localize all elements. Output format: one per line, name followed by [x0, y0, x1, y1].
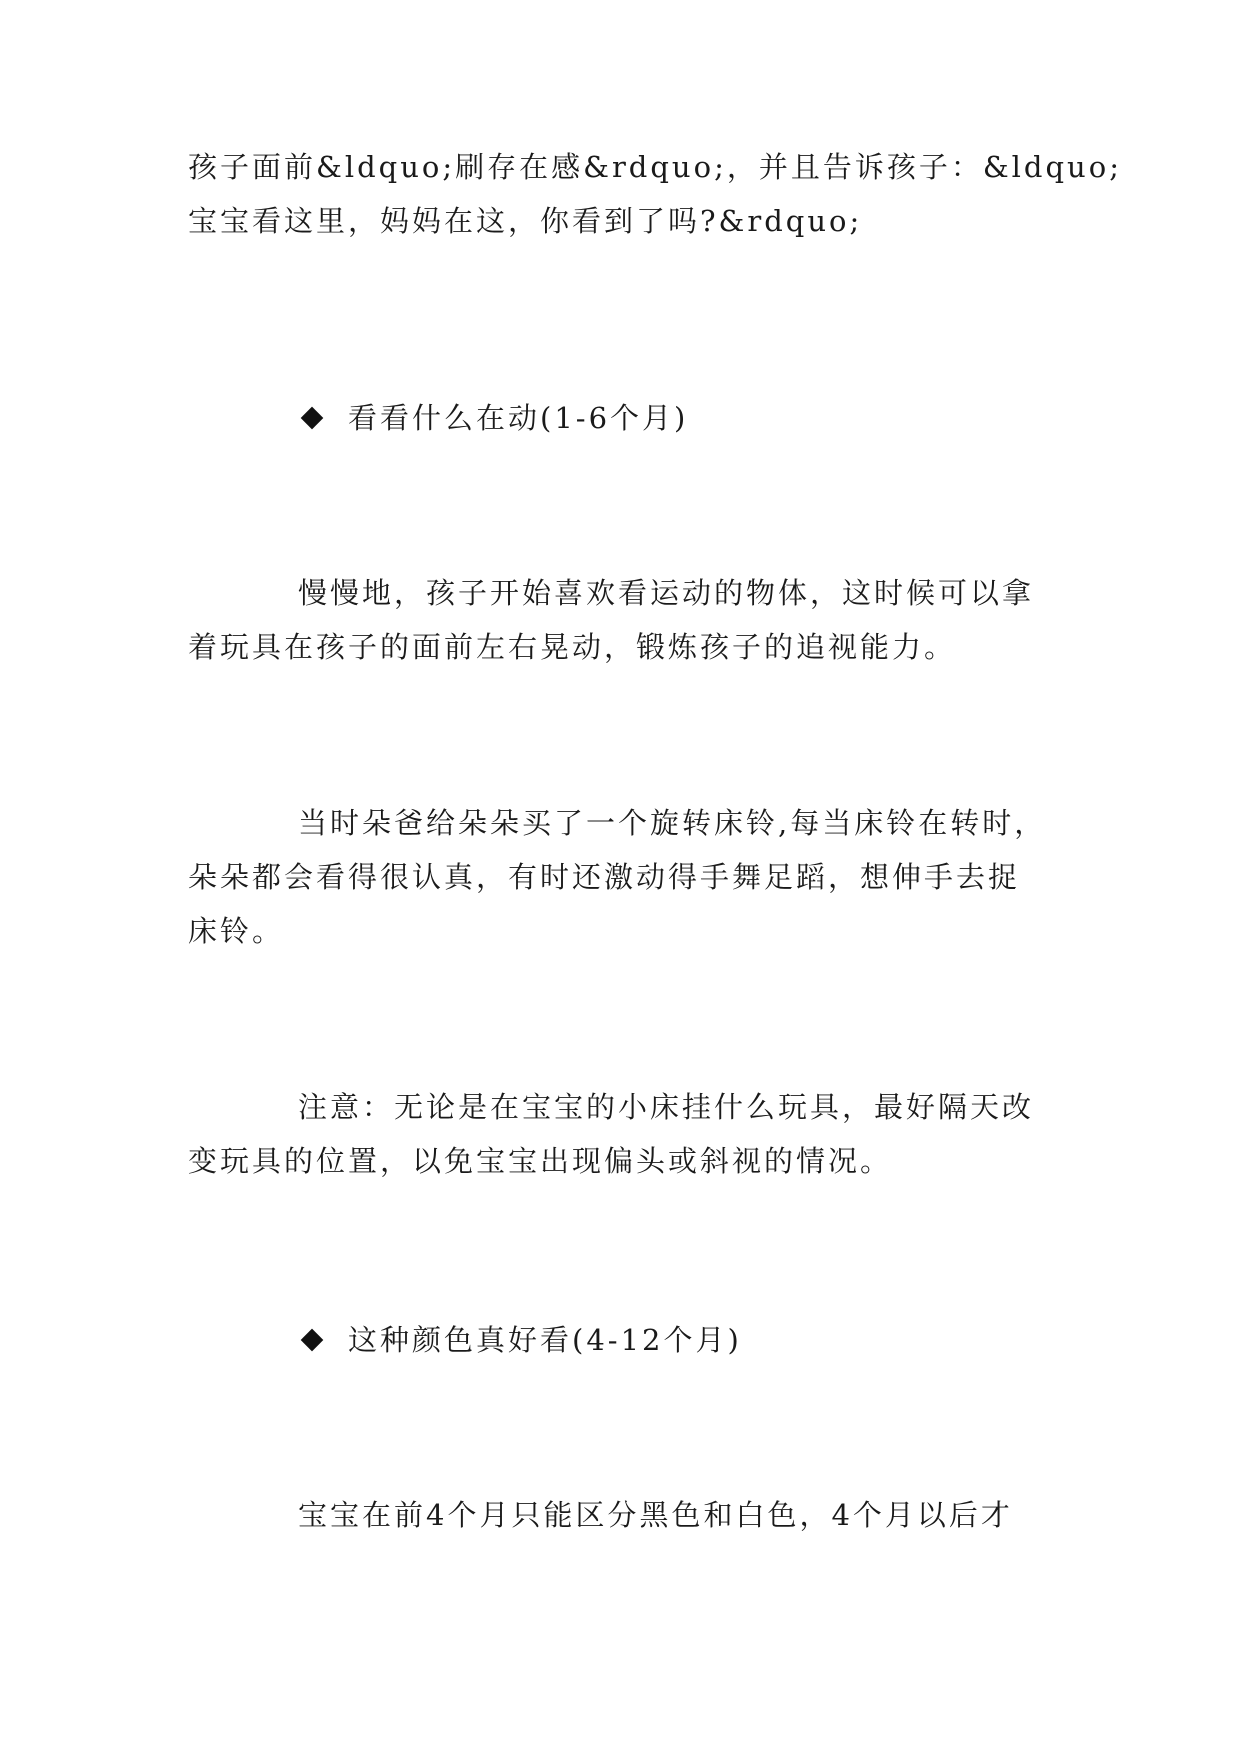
- paragraph-4: [188, 1080, 1058, 1188]
- paragraph-2: [188, 566, 1058, 674]
- paragraph-line: 床铃。: [188, 914, 285, 948]
- paragraph-line: 朵朵都会看得很认真，有时还激动得手舞足蹈，想伸手去捉: [188, 860, 1021, 894]
- paragraph-line: 孩子面前&ldquo;刷存在感&rdquo;，并且告诉孩子：&ldquo;: [188, 150, 1122, 184]
- section-heading-2: [300, 1320, 742, 1360]
- paragraph-line: 变玩具的位置，以免宝宝出现偏头或斜视的情况。: [188, 1144, 893, 1178]
- section-heading-text: 看看什么在动(1-6个月): [348, 401, 689, 435]
- section-heading-1: [300, 398, 688, 438]
- paragraph-line: 宝宝看这里，妈妈在这，你看到了吗?&rdquo;: [188, 204, 863, 238]
- paragraph-5: [188, 1488, 1058, 1542]
- diamond-bullet-icon: [301, 407, 324, 430]
- paragraph-1: [188, 140, 1122, 248]
- paragraph-3: [188, 796, 1058, 958]
- section-heading-text: 这种颜色真好看(4-12个月): [348, 1323, 742, 1357]
- diamond-bullet-icon: [301, 1329, 324, 1352]
- paragraph-line: 当时朵爸给朵朵买了一个旋转床铃,每当床铃在转时，: [298, 806, 1047, 840]
- paragraph-line: 注意：无论是在宝宝的小床挂什么玩具，最好隔天改: [298, 1090, 1035, 1124]
- paragraph-line: 宝宝在前4个月只能区分黑色和白色，4个月以后才: [298, 1498, 1013, 1532]
- paragraph-line: 着玩具在孩子的面前左右晃动，锻炼孩子的追视能力。: [188, 630, 957, 664]
- paragraph-line: 慢慢地，孩子开始喜欢看运动的物体，这时候可以拿: [298, 576, 1035, 610]
